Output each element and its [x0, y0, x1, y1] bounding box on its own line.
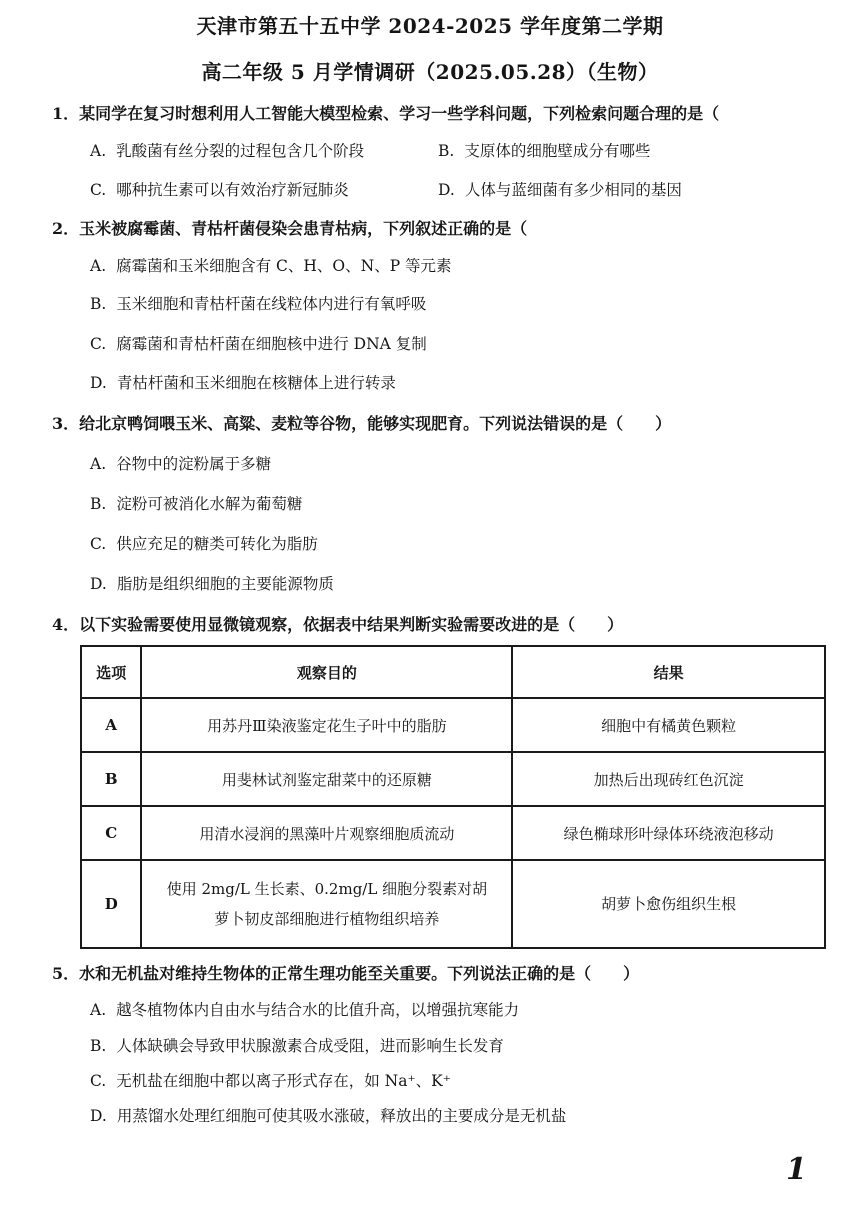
table-cell-purpose-line1: 使用 2mg/L 生长素、0.2mg/L 细胞分裂素对胡 [166, 880, 488, 898]
option-text: 玉米细胞和青枯杆菌在线粒体内进行有氧呼吸 [116, 295, 427, 313]
question-1-stem: 1．某同学在复习时想利用人工智能大模型检索、学习一些学科问题，下列检索问题合理的是（ [52, 104, 720, 123]
table-row [81, 698, 825, 752]
exam-title-line1: 天津市第五十五中学 2024-2025 学年度第二学期 [196, 14, 664, 38]
question-1-option-b [438, 139, 650, 161]
option-letter: B. [90, 495, 107, 513]
option-text: 人体缺碘会导致甲状腺激素合成受阻，进而影响生长发育 [116, 1037, 504, 1055]
experiment-table [80, 645, 826, 949]
table-cell-purpose: 用清水浸润的黑藻叶片观察细胞质流动 [141, 806, 512, 860]
option-text: 青枯杆菌和玉米细胞在核糖体上进行转录 [116, 374, 396, 392]
option-text: 谷物中的淀粉属于多糖 [116, 455, 272, 473]
question-5-option-b [90, 1034, 504, 1056]
question-5-option-c [90, 1069, 451, 1091]
table-cell-option: C [81, 806, 141, 860]
option-text: 哪种抗生素可以有效治疗新冠肺炎 [116, 181, 349, 199]
question-1-option-c [90, 178, 349, 200]
option-letter: B. [90, 295, 107, 313]
option-letter: D. [90, 1107, 107, 1125]
option-letter: C. [90, 1072, 107, 1090]
table-cell-result: 胡萝卜愈伤组织生根 [512, 860, 825, 948]
option-text: 用蒸馏水处理红细胞可使其吸水涨破，释放出的主要成分是无机盐 [116, 1107, 567, 1125]
option-letter: A. [90, 455, 107, 473]
table-cell-option: D [81, 860, 141, 948]
option-text: 供应充足的糖类可转化为脂肪 [116, 535, 318, 553]
table-cell-result: 加热后出现砖红色沉淀 [512, 752, 825, 806]
option-letter: D. [438, 181, 455, 199]
question-3-option-d [90, 572, 334, 594]
option-text: 腐霉菌和玉米细胞含有 C、H、O、N、P 等元素 [116, 257, 452, 275]
question-5-option-d [90, 1104, 566, 1126]
table-header-option: 选项 [81, 646, 141, 698]
table-cell-option: B [81, 752, 141, 806]
table-row [81, 752, 825, 806]
table-header-result: 结果 [512, 646, 825, 698]
option-letter: C. [90, 181, 107, 199]
table-cell-purpose [141, 860, 512, 948]
option-letter: A. [90, 257, 107, 275]
question-3-option-a [90, 452, 271, 474]
option-text: 支原体的细胞壁成分有哪些 [464, 142, 651, 160]
question-3-stem: 3．给北京鸭饲喂玉米、高粱、麦粒等谷物，能够实现肥育。下列说法错误的是（ ） [52, 414, 672, 433]
option-letter: D. [90, 374, 107, 392]
table-cell-option: A [81, 698, 141, 752]
option-letter: B. [90, 1037, 107, 1055]
option-letter: B. [438, 142, 455, 160]
question-1-option-a [90, 139, 364, 161]
option-text: 乳酸菌有丝分裂的过程包含几个阶段 [116, 142, 365, 160]
table-header-purpose: 观察目的 [141, 646, 512, 698]
option-letter: A. [90, 1001, 107, 1019]
question-2-stem: 2．玉米被腐霉菌、青枯杆菌侵染会患青枯病，下列叙述正确的是（ [52, 219, 528, 238]
option-text: 人体与蓝细菌有多少相同的基因 [464, 181, 682, 199]
question-2-option-d [90, 371, 396, 393]
option-letter: A. [90, 142, 107, 160]
question-3-option-b [90, 492, 302, 514]
question-3-option-c [90, 532, 318, 554]
question-5-option-a [90, 998, 519, 1020]
question-2-option-b [90, 292, 426, 314]
option-text: 淀粉可被消化水解为葡萄糖 [116, 495, 303, 513]
table-row [81, 860, 825, 948]
option-text: 脂肪是组织细胞的主要能源物质 [116, 575, 334, 593]
question-2-option-a [90, 254, 452, 276]
option-text: 无机盐在细胞中都以离子形式存在，如 Na⁺、K⁺ [116, 1072, 451, 1090]
question-5-stem: 5．水和无机盐对维持生物体的正常生理功能至关重要。下列说法正确的是（ ） [52, 964, 640, 983]
question-2-option-c [90, 332, 427, 354]
table-cell-result: 细胞中有橘黄色颗粒 [512, 698, 825, 752]
exam-title-line2: 高二年级 5 月学情调研（2025.05.28）（生物） [201, 60, 659, 84]
table-cell-result: 绿色椭球形叶绿体环绕液泡移动 [512, 806, 825, 860]
option-letter: D. [90, 575, 107, 593]
option-letter: C. [90, 535, 107, 553]
question-4-stem: 4．以下实验需要使用显微镜观察，依据表中结果判断实验需要改进的是（ ） [52, 615, 624, 634]
question-1-option-d [438, 178, 682, 200]
option-text: 越冬植物体内自由水与结合水的比值升高，以增强抗寒能力 [116, 1001, 520, 1019]
table-cell-purpose: 用苏丹Ⅲ染液鉴定花生子叶中的脂肪 [141, 698, 512, 752]
option-text: 腐霉菌和青枯杆菌在细胞核中进行 DNA 复制 [116, 335, 427, 353]
table-row [81, 806, 825, 860]
table-cell-purpose: 用斐林试剂鉴定甜菜中的还原糖 [141, 752, 512, 806]
table-cell-purpose-line2: 萝卜韧皮部细胞进行植物组织培养 [214, 910, 440, 928]
option-letter: C. [90, 335, 107, 353]
table-header-row [81, 646, 825, 698]
page-number: 1 [786, 1152, 807, 1187]
